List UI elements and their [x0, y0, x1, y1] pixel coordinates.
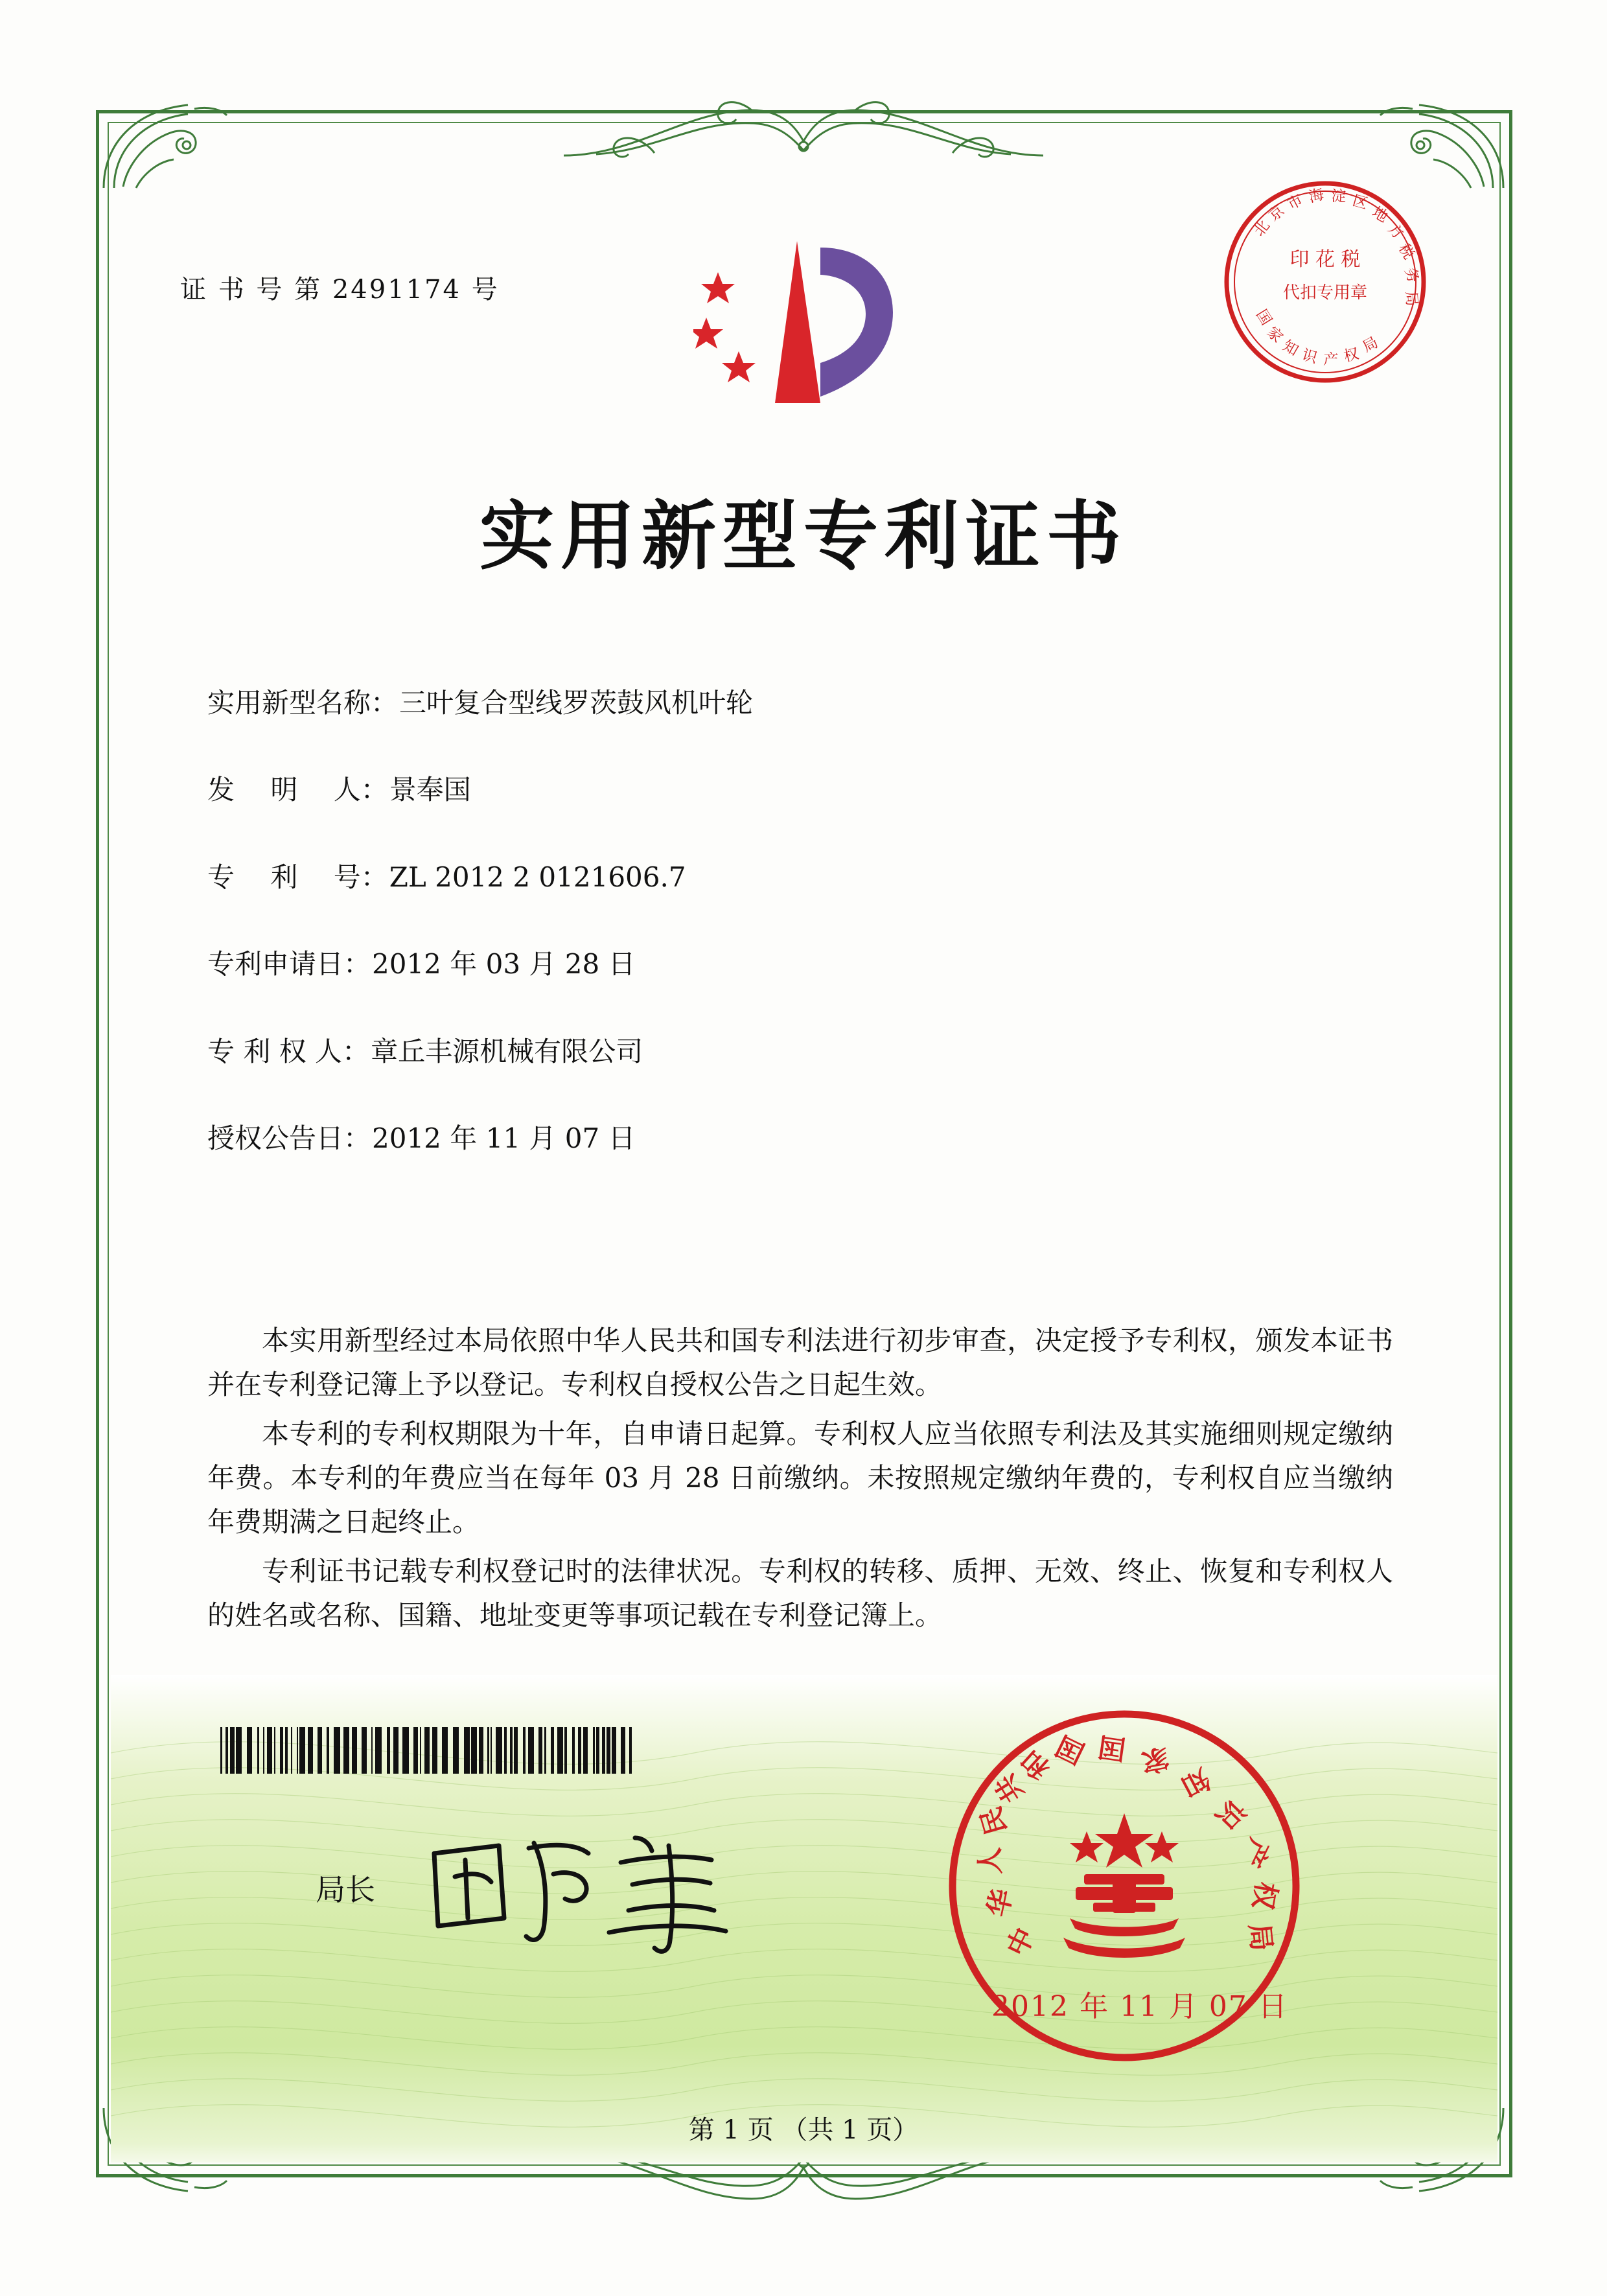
svg-text:家: 家	[1263, 323, 1286, 347]
svg-text:淀: 淀	[1330, 188, 1347, 205]
svg-text:中: 中	[1000, 1923, 1041, 1962]
svg-text:局: 局	[1402, 290, 1420, 307]
svg-text:北: 北	[1251, 217, 1273, 240]
svg-text:知: 知	[1176, 1762, 1216, 1803]
field-value: 2012 年 11 月 07 日	[372, 1122, 636, 1154]
stamp-duty-seal	[1218, 175, 1432, 389]
svg-text:市: 市	[1284, 191, 1306, 214]
svg-text:权: 权	[1342, 345, 1361, 365]
svg-text:华: 华	[981, 1886, 1019, 1920]
svg-text:方: 方	[1383, 220, 1407, 243]
field-value: 景奉国	[389, 774, 471, 806]
svg-text:局: 局	[1243, 1921, 1278, 1953]
svg-text:民: 民	[974, 1803, 1013, 1838]
field-label: 专 利 号：	[207, 861, 388, 893]
sipo-logo-icon	[693, 233, 927, 428]
field-inventor	[207, 774, 1413, 806]
svg-text:地: 地	[1369, 203, 1391, 226]
field-label: 实用新型名称：	[207, 687, 399, 719]
svg-text:识: 识	[1209, 1793, 1252, 1835]
svg-text:国: 国	[1051, 1729, 1090, 1770]
svg-text:知: 知	[1280, 337, 1301, 360]
field-label: 授权公告日：	[207, 1122, 371, 1154]
svg-text:印 花 税: 印 花 税	[1289, 248, 1361, 271]
field-utility-model-name	[207, 687, 1413, 719]
svg-text:人: 人	[973, 1846, 1006, 1875]
field-patentee	[207, 1036, 1413, 1068]
svg-text:国: 国	[1252, 307, 1275, 329]
paragraph-1: 本实用新型经过本局依照中华人民共和国专利法进行初步审查，决定授予专利权，颁发本证书并在专利登记簿上予以登记。专利权自授权公告之日起生效。	[207, 1325, 1393, 1401]
paragraph-3: 专利证书记载专利权登记时的法律状况。专利权的转移、质押、无效、终止、恢复和专利权人的姓名或名称、国籍、地址变更等事项记载在专利登记簿上。	[207, 1555, 1393, 1632]
svg-text:识: 识	[1300, 346, 1319, 367]
svg-text:家: 家	[1139, 1742, 1172, 1778]
body-text	[207, 1319, 1393, 1643]
top-scroll-ornament-icon	[557, 91, 1050, 162]
field-value: 2012 年 03 月 28 日	[372, 948, 636, 980]
field-label: 发 明 人：	[207, 774, 388, 806]
svg-text:产: 产	[1323, 351, 1339, 369]
paragraph-2: 本专利的专利权期限为十年，自申请日起算。专利权人应当依照专利法及其实施细则规定缴纳年费。本专利的年费应当在每年 03 月 28 日前缴纳。未按照规定缴纳年费的，专利权自应当缴纳年费期满之日起终止。	[207, 1418, 1393, 1538]
svg-text:共: 共	[988, 1768, 1030, 1809]
svg-text:和: 和	[1014, 1743, 1056, 1785]
svg-text:国: 国	[1096, 1730, 1128, 1766]
field-list	[207, 687, 1413, 1209]
field-application-date	[207, 948, 1413, 980]
svg-text:产: 产	[1234, 1833, 1276, 1872]
svg-text:京: 京	[1266, 202, 1288, 225]
page-title: 实用新型专利证书	[479, 493, 1127, 580]
field-value: ZL 2012 2 0121606.7	[389, 861, 686, 893]
svg-text:税: 税	[1394, 240, 1418, 262]
svg-text:务: 务	[1401, 265, 1422, 285]
svg-text:局: 局	[1359, 334, 1382, 356]
svg-text:海: 海	[1307, 186, 1326, 206]
certificate-number: 证 书 号 第 2491174 号	[180, 275, 500, 305]
barcode	[220, 1727, 635, 1774]
field-grant-announcement-date	[207, 1122, 1413, 1155]
seal-date: 2012 年 11 月 07 日	[991, 1990, 1288, 2023]
field-label: 专利申请日：	[207, 948, 371, 980]
svg-text:权: 权	[1246, 1879, 1283, 1912]
field-value: 三叶复合型线罗茨鼓风机叶轮	[399, 687, 754, 719]
svg-text:代扣专用章: 代扣专用章	[1282, 283, 1368, 303]
field-label: 专 利 权 人：	[207, 1035, 370, 1067]
field-value: 章丘丰源机械有限公司	[371, 1035, 643, 1067]
field-patent-number	[207, 861, 1413, 894]
page-footer: 第 1 页 （共 1 页）	[688, 2115, 919, 2145]
director-label: 局长	[316, 1872, 375, 1907]
svg-text:区: 区	[1350, 192, 1370, 213]
director-signature	[415, 1815, 765, 1964]
